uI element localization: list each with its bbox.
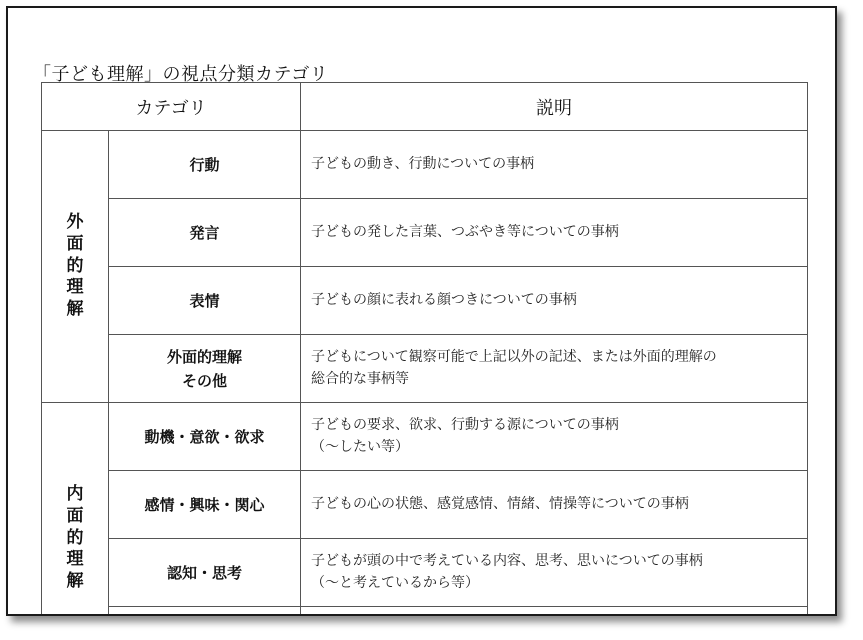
category-table bbox=[41, 82, 808, 616]
group-label: 外面的理解 bbox=[66, 212, 84, 320]
table-row bbox=[42, 471, 808, 539]
table-row bbox=[42, 199, 808, 267]
table-row bbox=[42, 607, 808, 617]
table-row bbox=[42, 131, 808, 199]
document-frame bbox=[6, 6, 837, 616]
description-header: 説明 bbox=[301, 83, 808, 131]
table-row bbox=[42, 403, 808, 471]
group-cell-outer bbox=[42, 131, 109, 403]
category-cell: 感情・興味・関心 bbox=[109, 471, 301, 539]
document-title: 「子ども理解」の視点分類カテゴリ bbox=[33, 64, 329, 85]
category-cell: 表情 bbox=[109, 267, 301, 335]
category-cell bbox=[109, 607, 301, 617]
category-cell: 発言 bbox=[109, 199, 301, 267]
category-cell: 外面的理解 その他 bbox=[109, 335, 301, 403]
category-cell: 行動 bbox=[109, 131, 301, 199]
table-header-row bbox=[42, 83, 808, 131]
category-cell: 動機・意欲・欲求 bbox=[109, 403, 301, 471]
description-cell: 子どもの要求、欲求、行動する源についての事柄 （～したい等） bbox=[301, 403, 808, 471]
description-cell: 子どもが頭の中で考えている内容、思考、思いについての事柄 （～と考えているから等） bbox=[301, 539, 808, 607]
group-label: 内面的理解 bbox=[66, 484, 84, 592]
group-cell-inner bbox=[42, 403, 109, 617]
category-cell: 認知・思考 bbox=[109, 539, 301, 607]
description-cell: 子どもの顔に表れる顔つきについての事柄 bbox=[301, 267, 808, 335]
description-cell: 子どもの発した言葉、つぶやき等についての事柄 bbox=[301, 199, 808, 267]
category-header: カテゴリ bbox=[42, 83, 301, 131]
table-row bbox=[42, 539, 808, 607]
description-cell: 子どもの動き、行動についての事柄 bbox=[301, 131, 808, 199]
table-row bbox=[42, 335, 808, 403]
description-cell bbox=[301, 607, 808, 617]
description-cell: 子どもについて観察可能で上記以外の記述、または外面的理解の 総合的な事柄等 bbox=[301, 335, 808, 403]
table-row bbox=[42, 267, 808, 335]
description-cell: 子どもの心の状態、感覚感情、情緒、情操等についての事柄 bbox=[301, 471, 808, 539]
